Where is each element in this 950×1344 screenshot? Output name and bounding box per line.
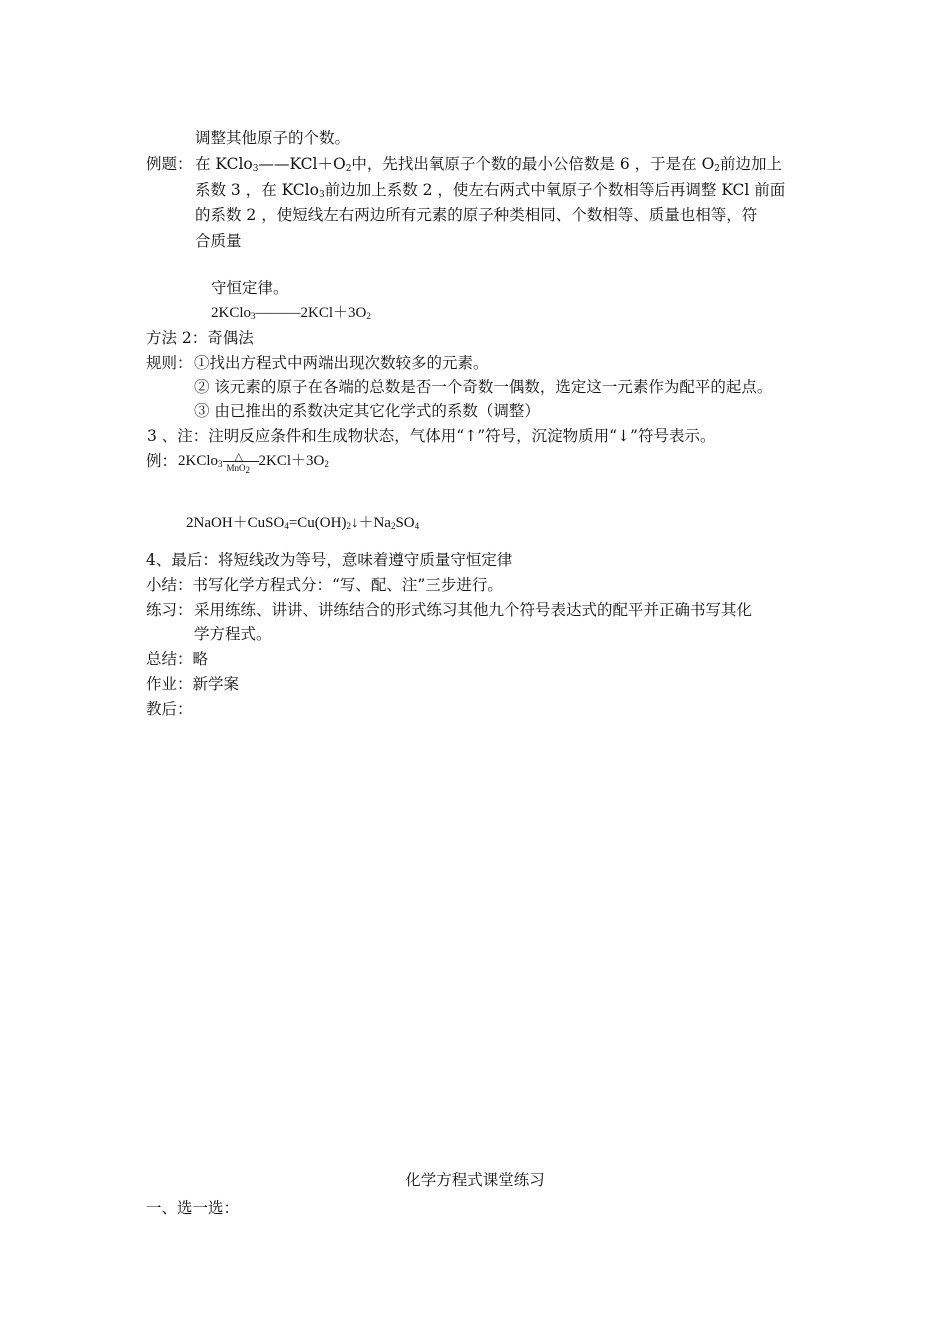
equation-2: 2KClo$_3$ △ MnO$_2$ $2KCl+3O_2$ (178, 451, 329, 475)
example-line: 的系数 2 ，使短线左右两边所有元素的原子种类相同、个数相等、质量也相等，符 (195, 206, 758, 224)
note-step-3: 3 、注：注明反应条件和生成物状态，气体用“↑”符号，沉淀物质用“↓”符号表示。 (147, 427, 716, 445)
example-line: 在 $KClo_3——KCl+O_2$中，先找出氧原子个数的最小公倍数是 6 ，于是在 $O_2$前边加上 (195, 155, 783, 174)
text-line: 调整其他原子的个数。 (195, 129, 351, 147)
equation-3: $2NaOH+CuSO_4=Cu(OH)_2↓+Na_2SO_4$ (186, 515, 420, 531)
rule-item: ③ 由已推出的系数决定其它化学式的系数（调整） (194, 402, 540, 420)
section-title: 化学方程式课堂练习 (405, 1171, 545, 1189)
reaction-condition (223, 451, 259, 475)
example-label: 例题： (146, 155, 193, 173)
step-4: 4、最后：将短线改为等号，意味着遵守质量守恒定律 (146, 551, 513, 569)
part-heading: 一、选一选： (146, 1199, 240, 1217)
practice-line: 采用练练、讲讲、讲练结合的形式练习其他九个符号表达式的配平并正确书写其化 (194, 601, 753, 619)
practice-line: 学方程式。 (194, 625, 272, 643)
rule-label: 规则： (146, 354, 193, 372)
practice-label: 练习： (146, 601, 193, 619)
catalyst-label: MnO$_2$ (226, 463, 251, 475)
example-line: 系数 3 ，在 KClo$_3$前边加上系数 2 ，使左右两式中氧原子个数相等后再调整 KCl 前面 (195, 181, 786, 200)
after-class-note: 教后： (146, 700, 193, 718)
method-2-heading: 方法 2：奇偶法 (146, 329, 254, 347)
summary: 小结：书写化学方程式分：“写、配、注”三步进行。 (146, 576, 503, 594)
example-line: 合质量 (195, 232, 242, 250)
heat-symbol: △ (234, 451, 243, 463)
example-line: 守恒定律。 (211, 279, 289, 297)
equation-1: $2KClo_3———2KCl+3O_2$ (211, 305, 371, 321)
rule-item: ② 该元素的原子在各端的总数是否一个奇数一偶数，选定这一元素作为配平的起点。 (194, 378, 773, 396)
conclusion: 总结：略 (146, 650, 209, 668)
example-label: 例： (146, 452, 178, 470)
rule-item: ①找出方程式中两端出现次数较多的元素。 (194, 354, 489, 372)
homework: 作业：新学案 (146, 675, 240, 693)
